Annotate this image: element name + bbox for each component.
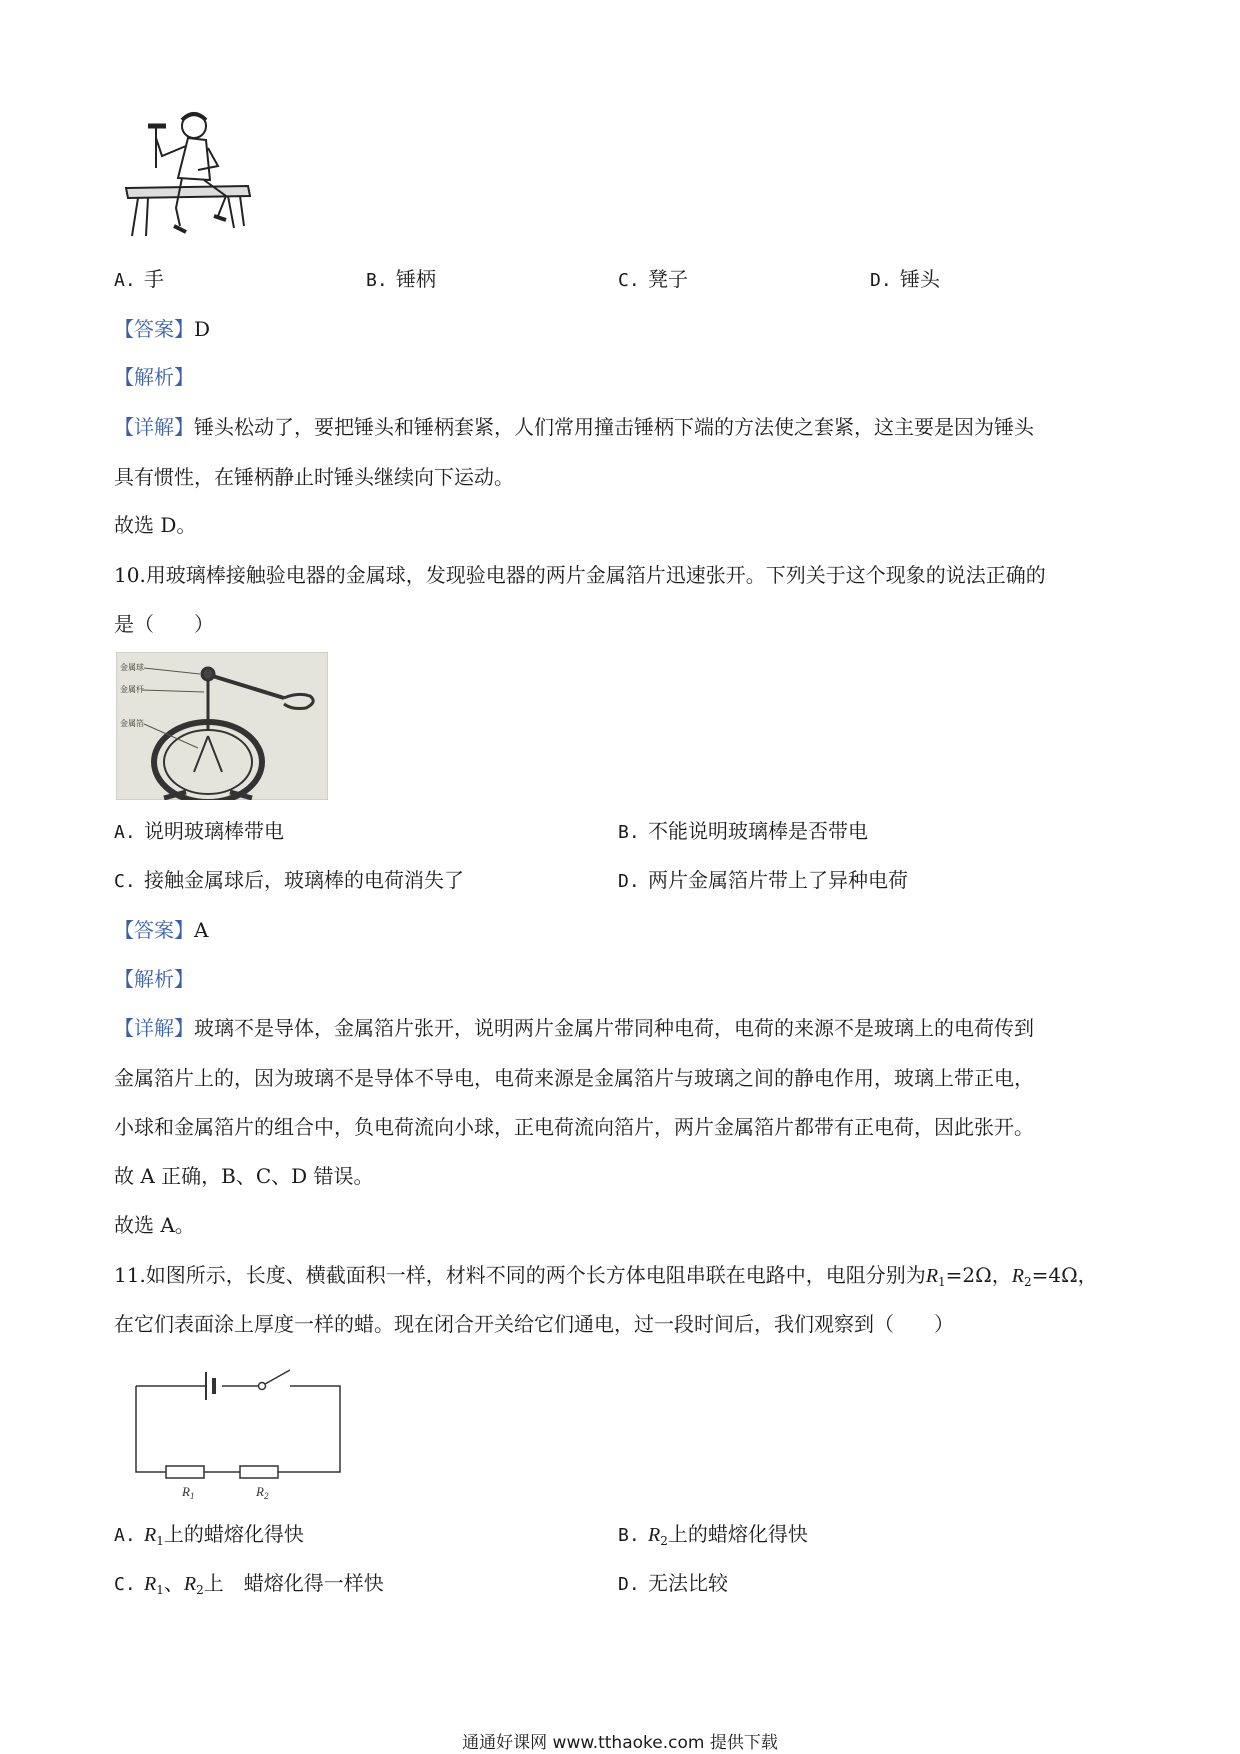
q10-option-b[interactable] [618, 818, 868, 846]
q10-stem-line-1: 10.用玻璃棒接触验电器的金属球，发现验电器的两片金属箔片迅速张开。下列关于这个现象的说法正确的 [114, 563, 1046, 587]
q10-answer [114, 917, 208, 943]
q9-detail-line-1 [114, 414, 1034, 440]
option-sub: 1 [156, 1534, 164, 1548]
q10-detail-line-1 [114, 1015, 1034, 1041]
answer-value: A [194, 918, 209, 942]
q10-option-a[interactable] [114, 818, 284, 846]
electroscope-figure [116, 652, 328, 800]
option-key: A. [114, 270, 136, 291]
q10-option-d[interactable] [618, 867, 908, 895]
answer-tag: 【答案】 [114, 317, 194, 341]
detail-tag: 【详解】 [114, 1016, 194, 1040]
circuit-r2-sub: 2 [263, 1491, 269, 1501]
option-key: C. [618, 270, 640, 291]
option-key: A. [114, 822, 136, 843]
q11-option-d[interactable] [618, 1570, 728, 1598]
option-text: 不能说明玻璃棒是否带电 [648, 819, 868, 843]
r1-value: =2Ω， [945, 1263, 1012, 1287]
answer-tag: 【答案】 [114, 918, 194, 942]
q11-stem-line-1 [114, 1262, 1098, 1295]
option-text: 锤柄 [396, 267, 436, 291]
option-var-2: R [183, 1573, 197, 1595]
q9-analysis-tag: 【解析】 [114, 365, 194, 389]
option-text: 上的蜡熔化得快 [163, 1522, 304, 1546]
option-text: 手 [144, 267, 164, 291]
option-var: R [144, 1524, 157, 1546]
option-text: 两片金属箔片带上了异种电荷 [648, 868, 908, 892]
detail-text: 锤头松动了，要把锤头和锤柄套紧，人们常用撞击锤柄下端的方法使之套紧，这主要是因为锤头 [194, 415, 1034, 439]
q10-conclusion: 故选 A。 [114, 1213, 195, 1237]
answer-value: D [194, 317, 211, 341]
circuit-r1-sub: 1 [189, 1491, 195, 1501]
r2-symbol: R [1011, 1265, 1024, 1287]
q9-answer [114, 316, 210, 342]
circuit-diagram [130, 1358, 348, 1506]
q10-detail-line-4: 故 A 正确，B、C、D 错误。 [114, 1164, 374, 1188]
q11-stem-line-2: 在它们表面涂上厚度一样的蜡。现在闭合开关给它们通电，过一段时间后，我们观察到（ ） [114, 1312, 954, 1336]
detail-text: 玻璃不是导体，金属箔片张开，说明两片金属片带同种电荷，电荷的来源不是玻璃上的电荷传到 [194, 1016, 1034, 1040]
hammer-boy-figure [118, 108, 258, 243]
circuit-r1-label [181, 1484, 194, 1501]
r1-symbol: R [925, 1265, 939, 1287]
q9-conclusion: 故选 D。 [114, 513, 197, 537]
option-text: 凳子 [648, 267, 688, 291]
q11-stem-text: 11.如图所示，长度、横截面积一样，材料不同的两个长方体电阻串联在电路中，电阻分别为 [114, 1263, 926, 1287]
q9-option-a[interactable] [114, 266, 164, 294]
q10-detail-line-3: 小球和金属箔片的组合中，负电荷流向小球，正电荷流向箔片，两片金属箔片都带有正电荷，因此张开。 [114, 1115, 1034, 1139]
circuit-r2-letter: R [256, 1484, 264, 1499]
option-key: B. [366, 270, 388, 291]
q10-analysis-tag: 【解析】 [114, 967, 194, 991]
option-key: D. [870, 270, 892, 291]
q10-detail-line-2: 金属箔片上的，因为玻璃不是导体不导电，电荷来源是金属箔片与玻璃之间的静电作用，玻璃上带正电， [114, 1066, 1034, 1090]
q9-option-c[interactable] [618, 266, 688, 294]
q10-option-c[interactable] [114, 867, 464, 895]
label-metal-foil: 金属箔 [120, 719, 144, 728]
option-text: 锤头 [900, 267, 940, 291]
q11-option-c[interactable] [114, 1570, 384, 1603]
label-metal-rod: 金属杆 [120, 685, 144, 694]
option-key: D. [618, 871, 640, 892]
option-sub-1: 1 [156, 1583, 164, 1597]
option-var-1: R [144, 1573, 157, 1595]
page-footer: 通通好课网 www.tthaoke.com 提供下载 [462, 1733, 778, 1753]
q11-option-a[interactable] [114, 1521, 304, 1554]
r2-value: =4Ω， [1031, 1263, 1098, 1287]
option-text: 上的蜡熔化得快 [667, 1522, 808, 1546]
detail-tag: 【详解】 [114, 415, 194, 439]
option-key: D. [618, 1574, 640, 1595]
option-text: 无法比较 [648, 1571, 728, 1595]
option-sep: 、 [163, 1571, 184, 1595]
q11-option-b[interactable] [618, 1521, 808, 1554]
q9-option-d[interactable] [870, 266, 940, 294]
option-key: A. [114, 1525, 136, 1546]
r1-subscript: 1 [938, 1275, 946, 1289]
label-metal-ball: 金属球 [120, 663, 144, 672]
option-sub: 2 [660, 1534, 668, 1548]
option-key: C. [114, 1574, 136, 1595]
q9-option-b[interactable] [366, 266, 436, 294]
circuit-r1-letter: R [182, 1484, 190, 1499]
option-var: R [648, 1524, 661, 1546]
option-text: 说明玻璃棒带电 [144, 819, 284, 843]
q9-detail-line-2: 具有惯性，在锤柄静止时锤头继续向下运动。 [114, 465, 514, 489]
option-text: 接触金属球后，玻璃棒的电荷消失了 [144, 868, 464, 892]
option-sub-2: 2 [196, 1583, 204, 1597]
circuit-r2-label [255, 1484, 269, 1501]
option-key: B. [618, 822, 640, 843]
option-text: 上 蜡熔化得一样快 [203, 1571, 384, 1595]
option-key: C. [114, 871, 136, 892]
q10-stem-line-2: 是（ ） [114, 612, 214, 636]
r2-subscript: 2 [1023, 1275, 1032, 1289]
option-key: B. [618, 1525, 640, 1546]
